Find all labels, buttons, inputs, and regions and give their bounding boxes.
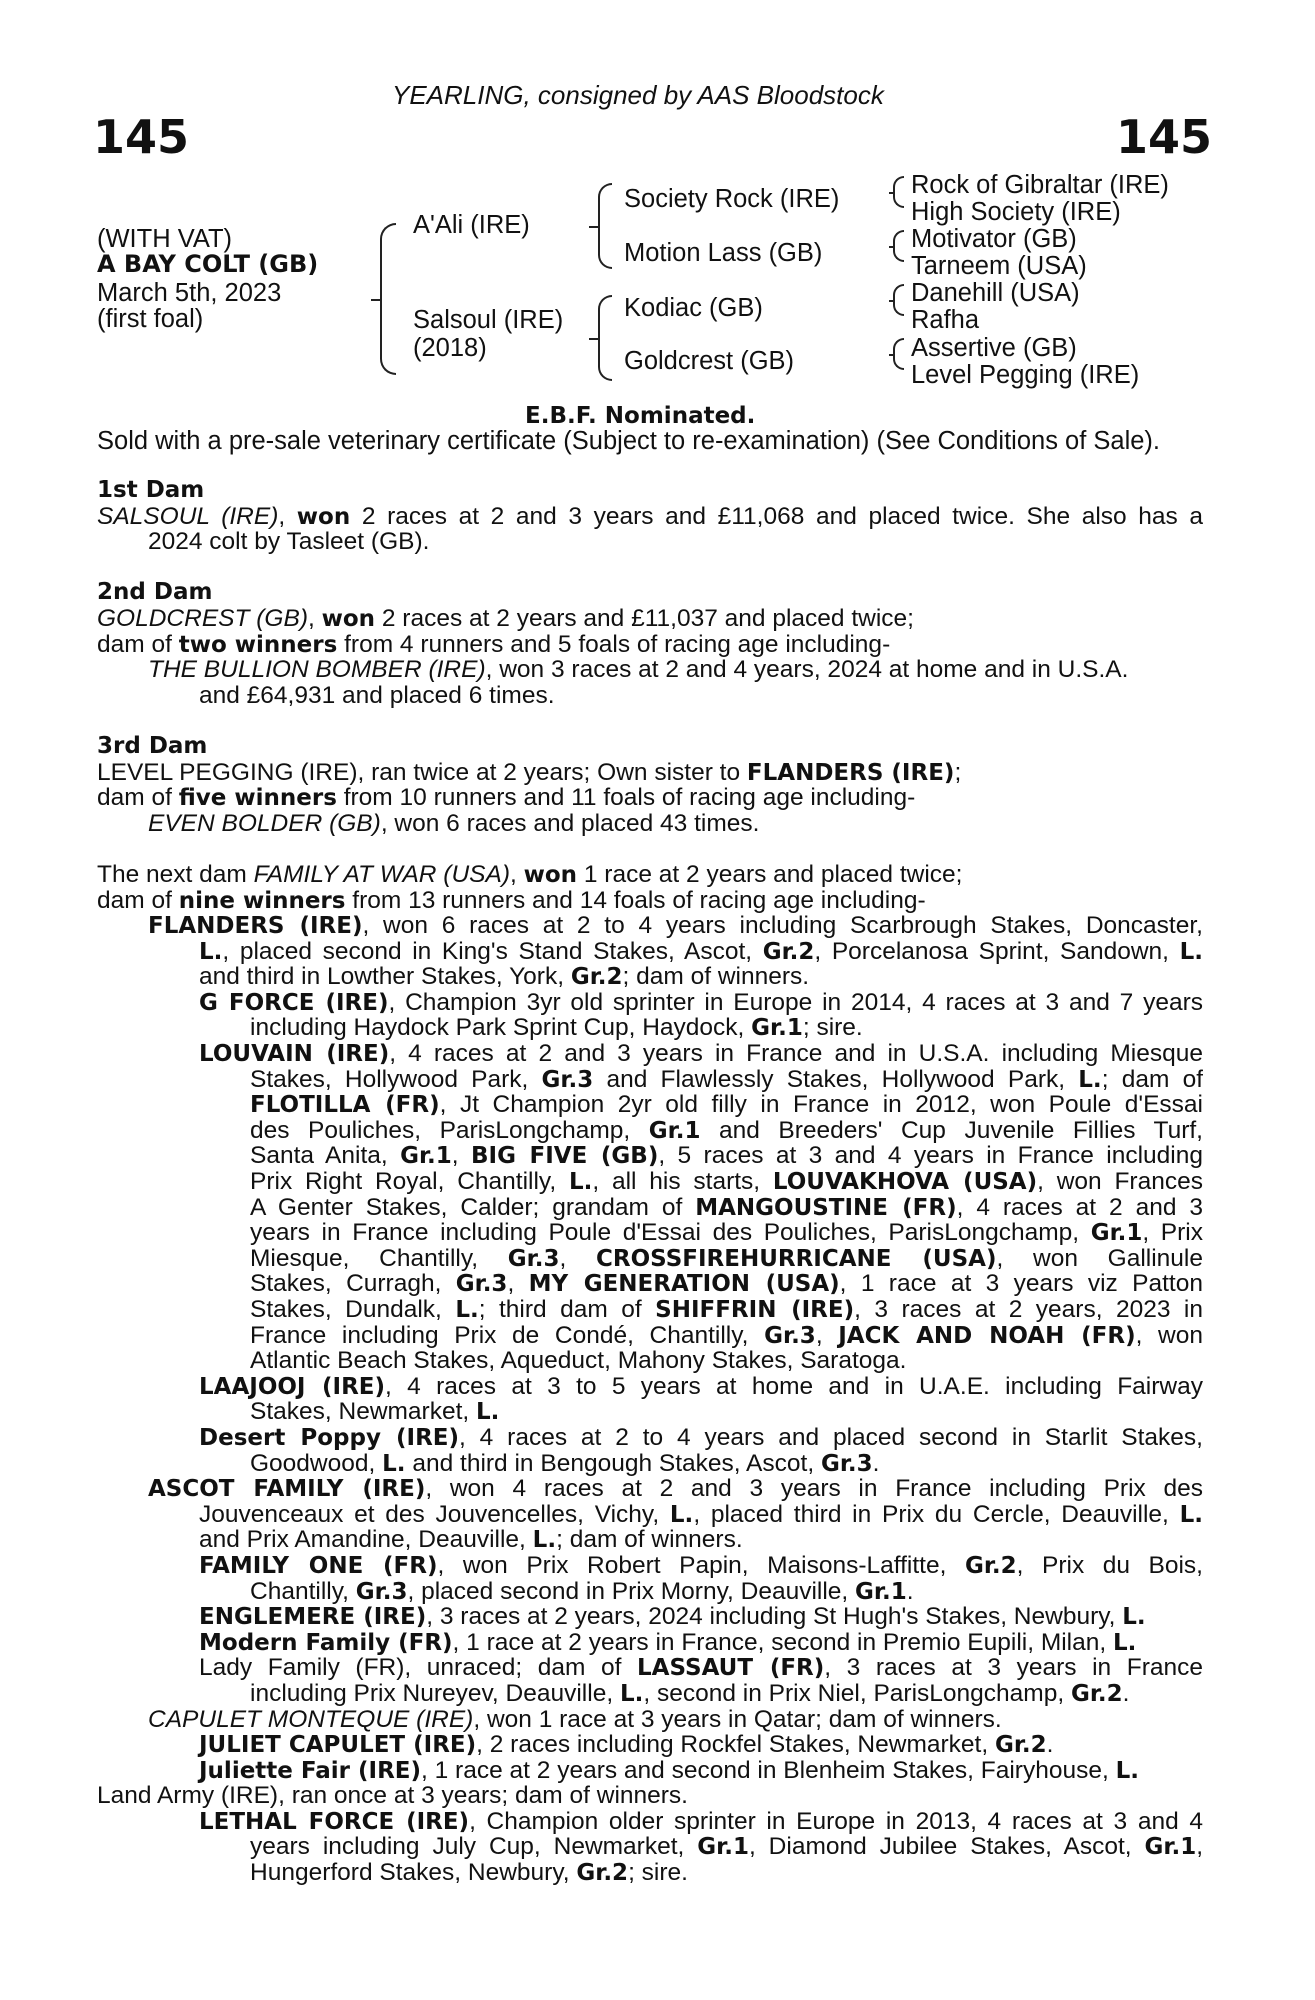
produce-line: JULIET CAPULET (IRE), 2 races including Rockfel Stakes, Newmarket, Gr.2.	[199, 1731, 1054, 1759]
first-dam-line2: 2024 colt by Tasleet (GB).	[148, 528, 430, 556]
produce-line: Prix Right Royal, Chantilly, L., all his starts, LOUVAKHOVA (USA), won Frances	[250, 1169, 1203, 1195]
offspring-name: EVEN BOLDER (GB)	[148, 809, 381, 837]
produce-line: LAAJOOJ (IRE), 4 races at 3 to 5 years at home and in U.A.E. including Fairway	[199, 1373, 1203, 1400]
second-dam-offspring: THE BULLION BOMBER (IRE), won 3 races at 2 and 4 years, 2024 at home and in U.S.A.	[148, 656, 1129, 684]
brace-g3-4	[893, 338, 904, 370]
second-dam-name: GOLDCREST (GB)	[97, 604, 308, 632]
produce-record	[97, 478, 1203, 1886]
third-dam-line1: LEVEL PEGGING (IRE), ran twice at 2 years; Own sister to FLANDERS (IRE);	[97, 758, 962, 786]
produce-line: G FORCE (IRE), Champion 3yr old sprinter in Europe in 2014, 4 races at 3 and 7 years	[199, 989, 1203, 1016]
first-dam-name: SALSOUL (IRE)	[97, 503, 279, 530]
produce-line: L., placed second in King's Stand Stakes, Ascot, Gr.2, Porcelanosa Sprint, Sandown, L.	[199, 938, 1203, 965]
sire-dam-name: Motion Lass (GB)	[624, 239, 823, 267]
produce-list	[97, 913, 1203, 1886]
page-header: YEARLING, consigned by AAS Bloodstock	[392, 80, 884, 110]
brace-gen1	[380, 223, 396, 375]
third-dam-sister: FLANDERS (IRE)	[746, 759, 955, 786]
horse-note: (first foal)	[97, 305, 204, 333]
g3-name-1: Rock of Gibraltar (IRE)	[911, 171, 1169, 199]
produce-line: Atlantic Beach Stakes, Aqueduct, Mahony Stakes, Saratoga.	[250, 1347, 907, 1375]
brace-g3-1	[893, 176, 904, 208]
produce-line: France including Prix de Condé, Chantilly, Gr.3, JACK AND NOAH (FR), won	[250, 1322, 1203, 1349]
produce-line: including Prix Nureyev, Deauville, L., second in Prix Niel, ParisLongchamp, Gr.2.	[250, 1679, 1130, 1707]
produce-line: Juliette Fair (IRE), 1 race at 2 years and second in Blenheim Stakes, Fairyhouse, L.	[199, 1756, 1139, 1784]
g3-name-7: Assertive (GB)	[911, 334, 1077, 362]
third-dam-line2: dam of five winners from 10 runners and 11 foals of racing age including-	[97, 784, 916, 812]
produce-line: years including July Cup, Newmarket, Gr.1, Diamond Jubilee Stakes, Ascot, Gr.1,	[250, 1834, 1203, 1861]
g3-name-3: Motivator (GB)	[911, 225, 1077, 253]
dam-sire-name: Kodiac (GB)	[624, 294, 763, 322]
first-dam-line1: SALSOUL (IRE), won 2 races at 2 and 3 years and £11,068 and placed twice. She also has a	[97, 503, 1203, 530]
produce-line: years in France including Poule d'Essai des Pouliches, ParisLongchamp, Gr.1, Prix	[250, 1220, 1203, 1246]
dam-name: Salsoul (IRE)	[413, 306, 564, 334]
dam-year: (2018)	[413, 334, 487, 362]
first-dam-heading: 1st Dam	[97, 477, 205, 503]
g3-name-5: Danehill (USA)	[911, 279, 1080, 307]
horse-dob: March 5th, 2023	[97, 279, 282, 307]
sale-note: Sold with a pre-sale veterinary certificate (Subject to re-examination) (See Conditions of Sale).	[97, 427, 1160, 455]
produce-line: FAMILY ONE (FR), won Prix Robert Papin, Maisons-Laffitte, Gr.2, Prix du Bois,	[199, 1552, 1203, 1579]
brace-g3-3	[893, 284, 904, 316]
lot-number-right: 145	[1116, 110, 1213, 164]
produce-line: and Prix Amandine, Deauville, L.; dam of winners.	[199, 1526, 743, 1554]
g3-name-2: High Society (IRE)	[911, 198, 1121, 226]
produce-line: LETHAL FORCE (IRE), Champion older sprinter in Europe in 2013, 4 races at 3 and 4	[199, 1808, 1203, 1835]
lot-number-left: 145	[93, 110, 190, 164]
produce-line: CAPULET MONTEQUE (IRE), won 1 race at 3 years in Qatar; dam of winners.	[148, 1705, 1002, 1733]
vat-label: (WITH VAT)	[97, 225, 233, 253]
produce-line: Miesque, Chantilly, Gr.3, CROSSFIREHURRICANE (USA), won Gallinule	[250, 1245, 1203, 1272]
brace-dam	[598, 295, 612, 381]
produce-line: Modern Family (FR), 1 race at 2 years in France, second in Premio Eupili, Milan, L.	[199, 1628, 1137, 1656]
produce-line: A Genter Stakes, Calder; grandam of MANGOUSTINE (FR), 4 races at 2 and 3	[250, 1194, 1203, 1221]
third-dam-heading: 3rd Dam	[97, 732, 208, 759]
produce-line: Desert Poppy (IRE), 4 races at 2 to 4 years and placed second in Starlit Stakes,	[199, 1424, 1203, 1451]
next-dam-winners: nine winners	[178, 887, 346, 914]
next-dam-line1: The next dam FAMILY AT WAR (USA), won 1 race at 2 years and placed twice;	[97, 860, 963, 888]
g3-name-8: Level Pegging (IRE)	[911, 361, 1140, 389]
produce-line: Lady Family (FR), unraced; dam of LASSAUT (FR), 3 races at 3 years in France	[199, 1655, 1203, 1681]
second-dam-winners: two winners	[178, 631, 338, 658]
offspring-name: THE BULLION BOMBER (IRE)	[148, 656, 486, 684]
next-dam-line2: dam of nine winners from 13 runners and 14 foals of racing age including-	[97, 886, 926, 914]
produce-line: FLANDERS (IRE), won 6 races at 2 to 4 years including Scarbrough Stakes, Doncaster,	[148, 913, 1203, 939]
horse-name: A BAY COLT (GB)	[97, 250, 319, 278]
produce-line: and third in Lowther Stakes, York, Gr.2; dam of winners.	[199, 963, 810, 991]
first-dam-won: won	[296, 503, 351, 530]
brace-sire	[598, 183, 612, 269]
dam-dam-name: Goldcrest (GB)	[624, 347, 795, 375]
produce-line: including Haydock Park Sprint Cup, Haydock, Gr.1; sire.	[250, 1014, 863, 1042]
produce-line: Hungerford Stakes, Newbury, Gr.2; sire.	[250, 1859, 688, 1887]
produce-line: Stakes, Curragh, Gr.3, MY GENERATION (USA), 1 race at 3 years viz Patton	[250, 1271, 1203, 1297]
produce-line: Stakes, Dundalk, L.; third dam of SHIFFRIN (IRE), 3 races at 2 years, 2023 in	[250, 1297, 1203, 1323]
produce-line: Santa Anita, Gr.1, BIG FIVE (GB), 5 races at 3 and 4 years in France including	[250, 1143, 1203, 1170]
second-dam-offspring-cont: and £64,931 and placed 6 times.	[199, 681, 555, 709]
produce-line: des Pouliches, ParisLongchamp, Gr.1 and Breeders' Cup Juvenile Fillies Turf,	[250, 1117, 1203, 1144]
produce-line: Stakes, Newmarket, L.	[250, 1398, 500, 1426]
brace-g3-2	[893, 230, 904, 262]
second-dam-line1: GOLDCREST (GB), won 2 races at 2 years and £11,037 and placed twice;	[97, 604, 914, 632]
produce-line: LOUVAIN (IRE), 4 races at 2 and 3 years in France and in U.S.A. including Miesque	[199, 1041, 1203, 1067]
next-dam-name: FAMILY AT WAR (USA)	[253, 860, 510, 888]
second-dam-heading: 2nd Dam	[97, 579, 213, 606]
next-dam-won: won	[523, 861, 578, 888]
second-dam-line2: dam of two winners from 4 runners and 5 foals of racing age including-	[97, 630, 891, 658]
produce-line: Goodwood, L. and third in Bengough Stakes, Ascot, Gr.3.	[250, 1449, 880, 1477]
produce-line: ASCOT FAMILY (IRE), won 4 races at 2 and 3 years in France including Prix des	[148, 1476, 1203, 1502]
ebf-nominated: E.B.F. Nominated.	[525, 403, 756, 429]
produce-line: ENGLEMERE (IRE), 3 races at 2 years, 2024 including St Hugh's Stakes, Newbury, L.	[199, 1603, 1146, 1631]
g3-name-6: Rafha	[911, 306, 980, 334]
produce-line: Land Army (IRE), ran once at 3 years; dam of winners.	[97, 1782, 688, 1810]
produce-line: Jouvenceaux et des Jouvencelles, Vichy, L., placed third in Prix du Cercle, Deauville, L.	[199, 1501, 1203, 1528]
produce-line: Stakes, Hollywood Park, Gr.3 and Flawlessly Stakes, Hollywood Park, L.; dam of	[250, 1066, 1203, 1093]
third-dam-offspring: EVEN BOLDER (GB), won 6 races and placed 43 times.	[148, 809, 760, 837]
produce-line: Chantilly, Gr.3, placed second in Prix Morny, Deauville, Gr.1.	[250, 1577, 914, 1605]
second-dam-text1: 2 races at 2 years and £11,037 and placed twice;	[375, 604, 914, 632]
produce-line: FLOTILLA (FR), Jt Champion 2yr old filly in France in 2012, won Poule d'Essai	[250, 1092, 1203, 1118]
sire-name: A'Ali (IRE)	[413, 211, 530, 239]
third-dam-winners: five winners	[178, 785, 337, 812]
second-dam-won: won	[321, 605, 376, 632]
g3-name-4: Tarneem (USA)	[911, 252, 1087, 280]
sire-sire-name: Society Rock (IRE)	[624, 185, 840, 213]
first-dam-text1: 2 races at 2 and 3 years and £11,068 and placed twice. She also has a	[350, 503, 1203, 530]
